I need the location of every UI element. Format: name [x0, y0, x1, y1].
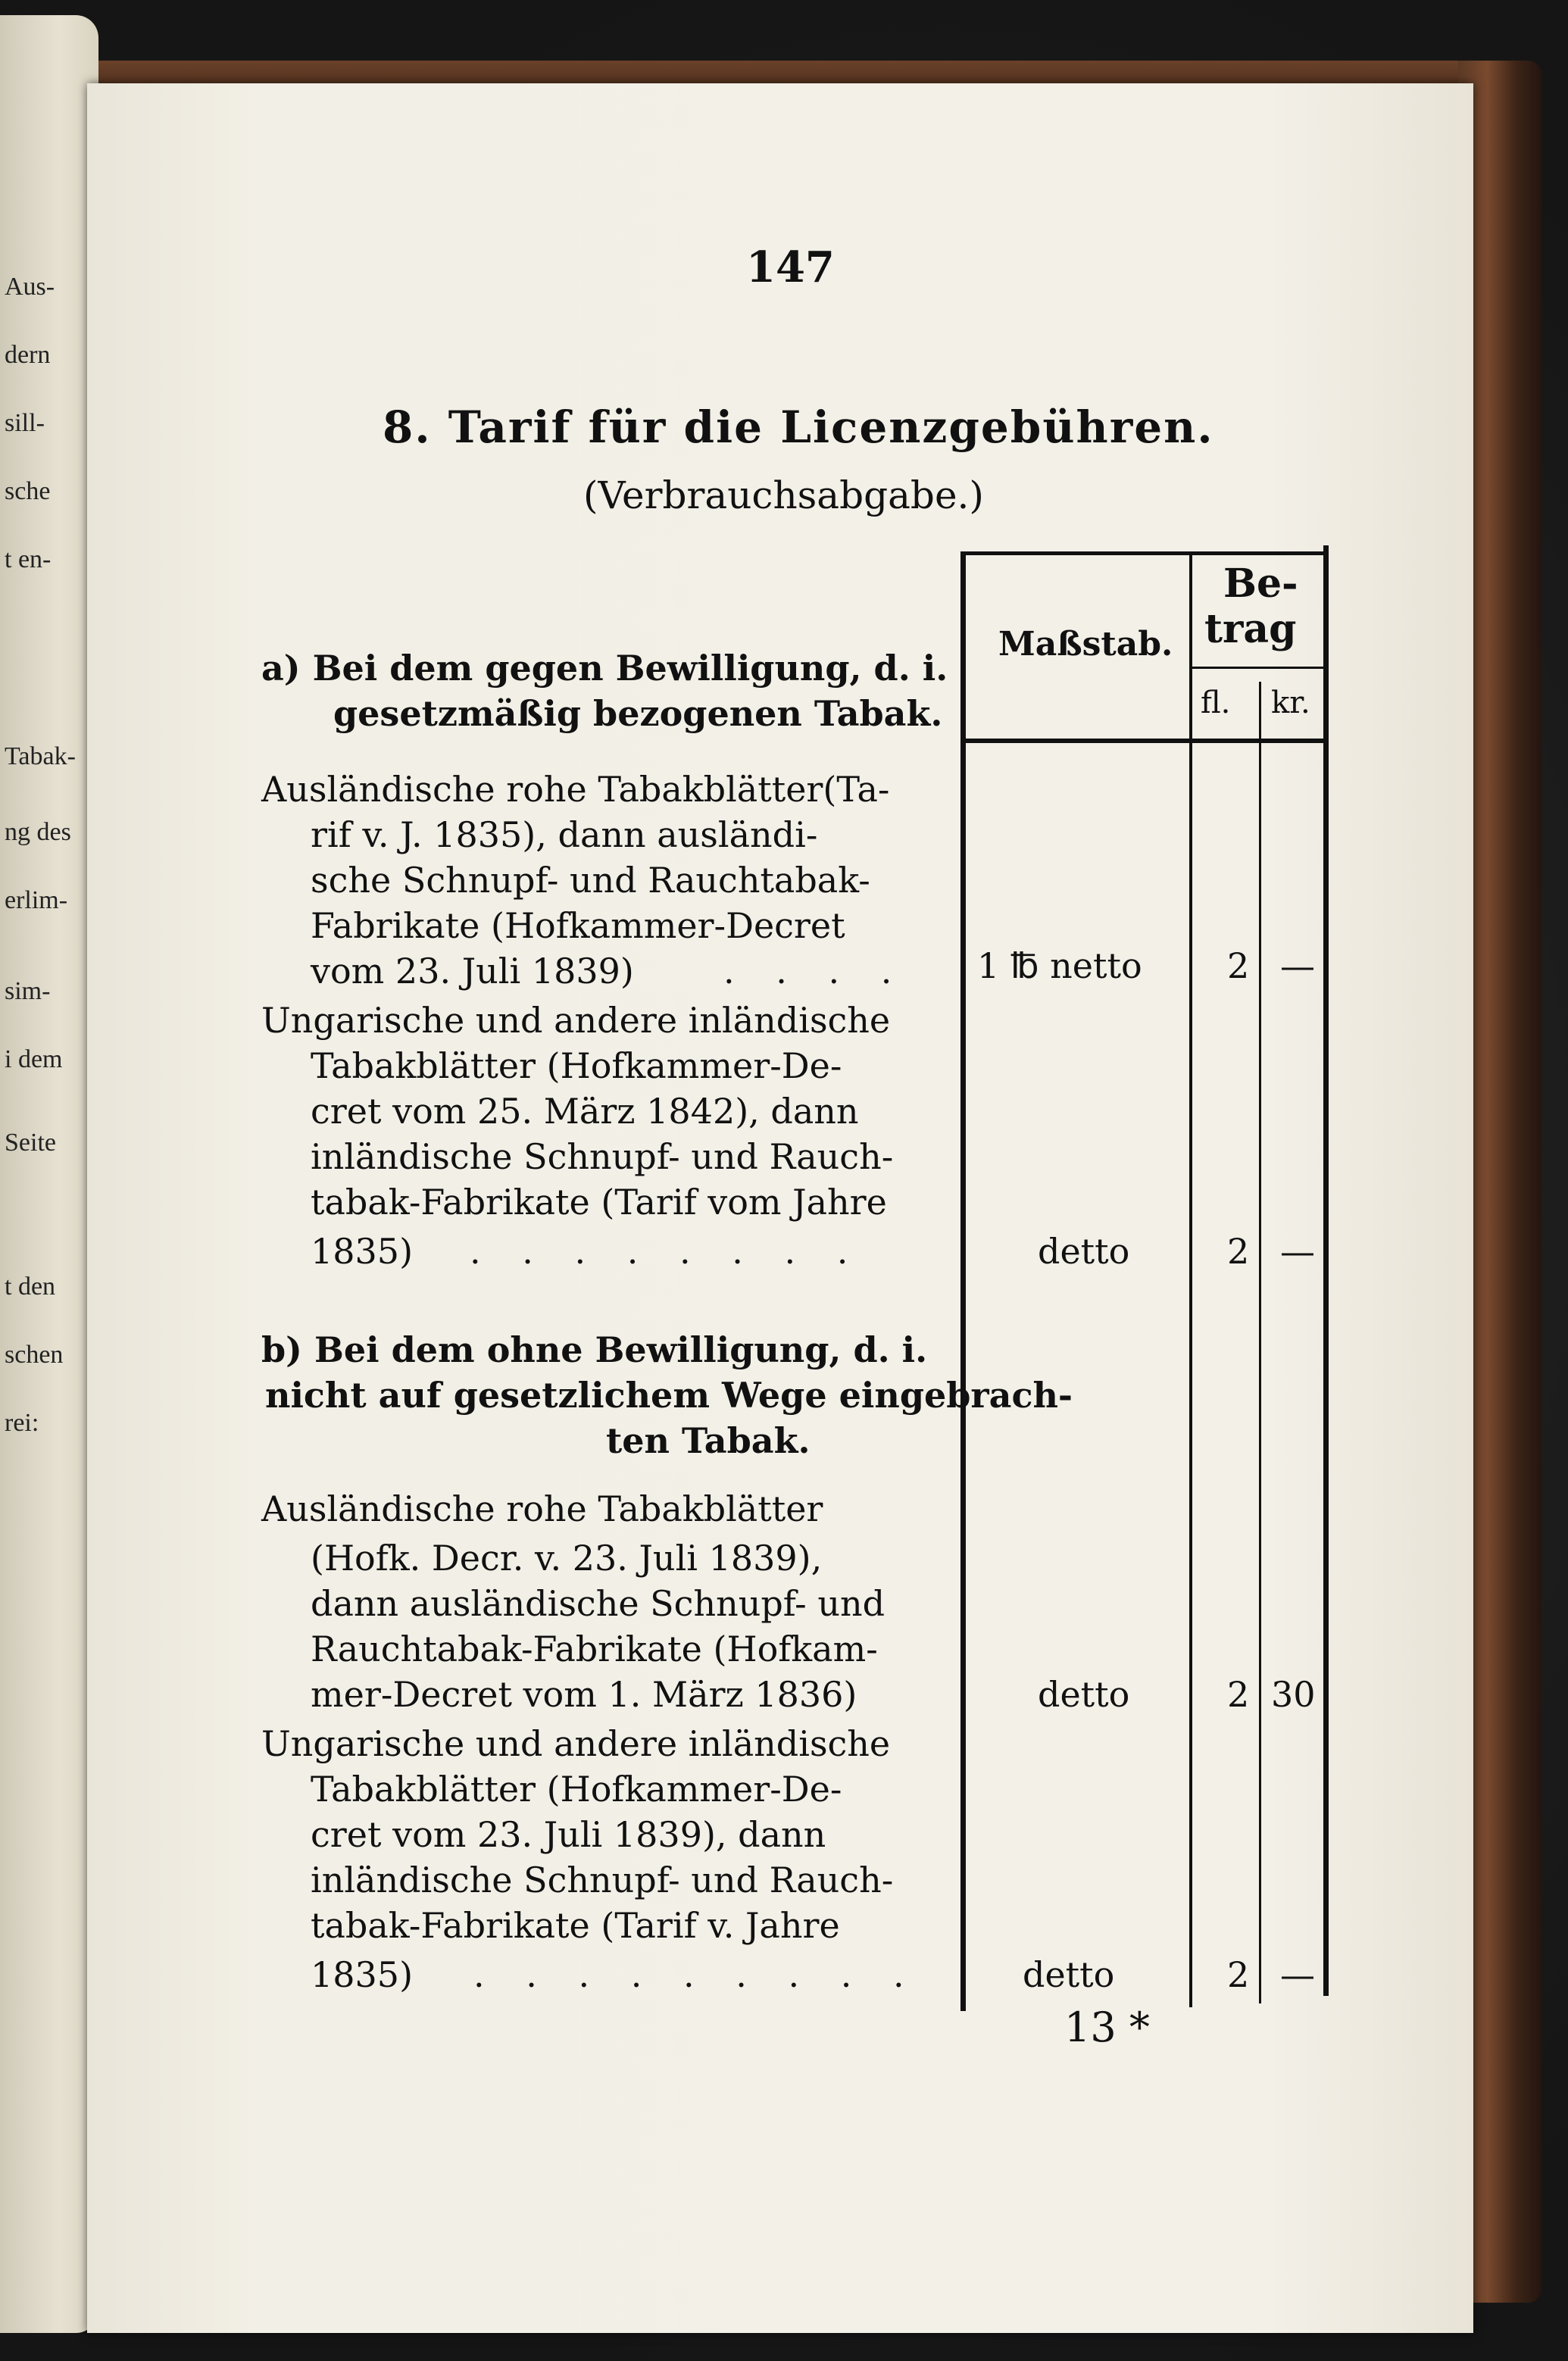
entry-line: tabak-Fabrikate (Tarif v. Jahre — [311, 1905, 840, 1946]
massstab-value: detto — [1023, 1954, 1115, 1995]
entry-line: 1835) — [311, 1231, 414, 1272]
left-fragment: sim- — [5, 977, 51, 1005]
entry-line: Tabakblätter (Hofkammer-De- — [311, 1769, 842, 1810]
fl-value: 2 — [1227, 945, 1250, 986]
column-massstab-header: Maßstab. — [998, 625, 1173, 664]
entry-line: Ungarische und andere inländische — [261, 1723, 891, 1764]
table-rule-top — [960, 551, 1329, 555]
kr-value: 30 — [1271, 1674, 1316, 1715]
entry-line: Tabakblätter (Hofkammer-De- — [311, 1045, 842, 1086]
left-fragment: sill- — [5, 409, 45, 437]
table-rule-betrag — [1189, 667, 1326, 669]
entry-line: sche Schnupf- und Rauchtabak- — [311, 860, 870, 901]
massstab-value: 1 ℔ netto — [977, 945, 1142, 986]
page-number: 147 — [746, 242, 835, 292]
column-betrag-header: Be- — [1223, 561, 1298, 607]
section-b-heading: b) Bei dem ohne Bewilligung, d. i. — [261, 1329, 928, 1370]
leader-dots: . . . . . . . . — [470, 1231, 864, 1272]
entry-line: cret vom 25. März 1842), dann — [311, 1091, 859, 1132]
left-fragment: i dem — [5, 1045, 63, 1073]
entry-line: inländische Schnupf- und Rauch- — [311, 1136, 894, 1177]
left-page-edge — [0, 15, 98, 2333]
section-b-heading: nicht auf gesetzlichem Wege eingebrach- — [265, 1375, 1073, 1416]
kr-value: — — [1280, 945, 1315, 986]
table-rule-fl — [1189, 553, 1192, 2007]
column-fl-header: fl. — [1201, 686, 1231, 720]
entry-line: Ausländische rohe Tabakblätter — [261, 1488, 823, 1529]
leader-dots: . . . . — [723, 951, 907, 992]
table-rule-right — [1323, 545, 1329, 1996]
fl-value: 2 — [1227, 1954, 1250, 1995]
page-subtitle: (Verbrauchsabgabe.) — [583, 473, 984, 517]
entry-line: Ausländische rohe Tabakblätter(Ta- — [261, 769, 890, 810]
entry-line: Ungarische und andere inländische — [261, 1000, 891, 1041]
left-fragment: Seite — [5, 1129, 56, 1157]
kr-value: — — [1280, 1231, 1315, 1272]
massstab-value: detto — [1038, 1231, 1130, 1272]
left-fragment: t en- — [5, 545, 52, 573]
left-fragment: dern — [5, 341, 51, 369]
entry-line: Rauchtabak-Fabrikate (Hofkam- — [311, 1629, 878, 1669]
table-rule-header — [960, 739, 1329, 743]
massstab-value: detto — [1038, 1674, 1130, 1715]
table-rule-kr — [1259, 682, 1261, 2003]
entry-line: (Hofk. Decr. v. 23. Juli 1839), — [311, 1538, 823, 1579]
entry-line: rif v. J. 1835), dann ausländi- — [311, 814, 818, 855]
entry-line: vom 23. Juli 1839) — [311, 951, 634, 992]
left-fragment: erlim- — [5, 886, 68, 914]
leader-dots: . . . . . . . . . — [473, 1954, 920, 1995]
section-a-heading: gesetzmäßig bezogenen Tabak. — [333, 693, 943, 734]
entry-line: inländische Schnupf- und Rauch- — [311, 1860, 894, 1900]
section-a-heading: a) Bei dem gegen Bewilligung, d. i. — [261, 648, 948, 689]
left-fragment: ng des — [5, 818, 71, 846]
left-fragment: rei: — [5, 1409, 39, 1437]
column-kr-header: kr. — [1271, 686, 1310, 720]
left-fragment: t den — [5, 1273, 56, 1301]
left-fragment: Tabak- — [5, 742, 76, 770]
left-fragment: schen — [5, 1341, 64, 1369]
section-b-heading: ten Tabak. — [606, 1420, 811, 1461]
table-rule-left — [960, 553, 966, 2011]
kr-value: — — [1280, 1954, 1315, 1995]
entry-line: mer-Decret vom 1. März 1836) — [311, 1674, 857, 1715]
entry-line: 1835) — [311, 1954, 414, 1995]
entry-line: tabak-Fabrikate (Tarif vom Jahre — [311, 1182, 887, 1223]
fl-value: 2 — [1227, 1231, 1250, 1272]
left-fragment: sche — [5, 477, 51, 505]
entry-line: cret vom 23. Juli 1839), dann — [311, 1814, 826, 1855]
signature-mark: 13 * — [1064, 2003, 1150, 2051]
column-betrag-header: trag — [1204, 606, 1297, 652]
page-title: 8. Tarif für die Licenzgebühren. — [383, 401, 1214, 453]
entry-line: dann ausländische Schnupf- und — [311, 1583, 886, 1624]
left-fragment: Aus- — [5, 273, 55, 301]
fl-value: 2 — [1227, 1674, 1250, 1715]
entry-line: Fabrikate (Hofkammer-Decret — [311, 905, 845, 946]
